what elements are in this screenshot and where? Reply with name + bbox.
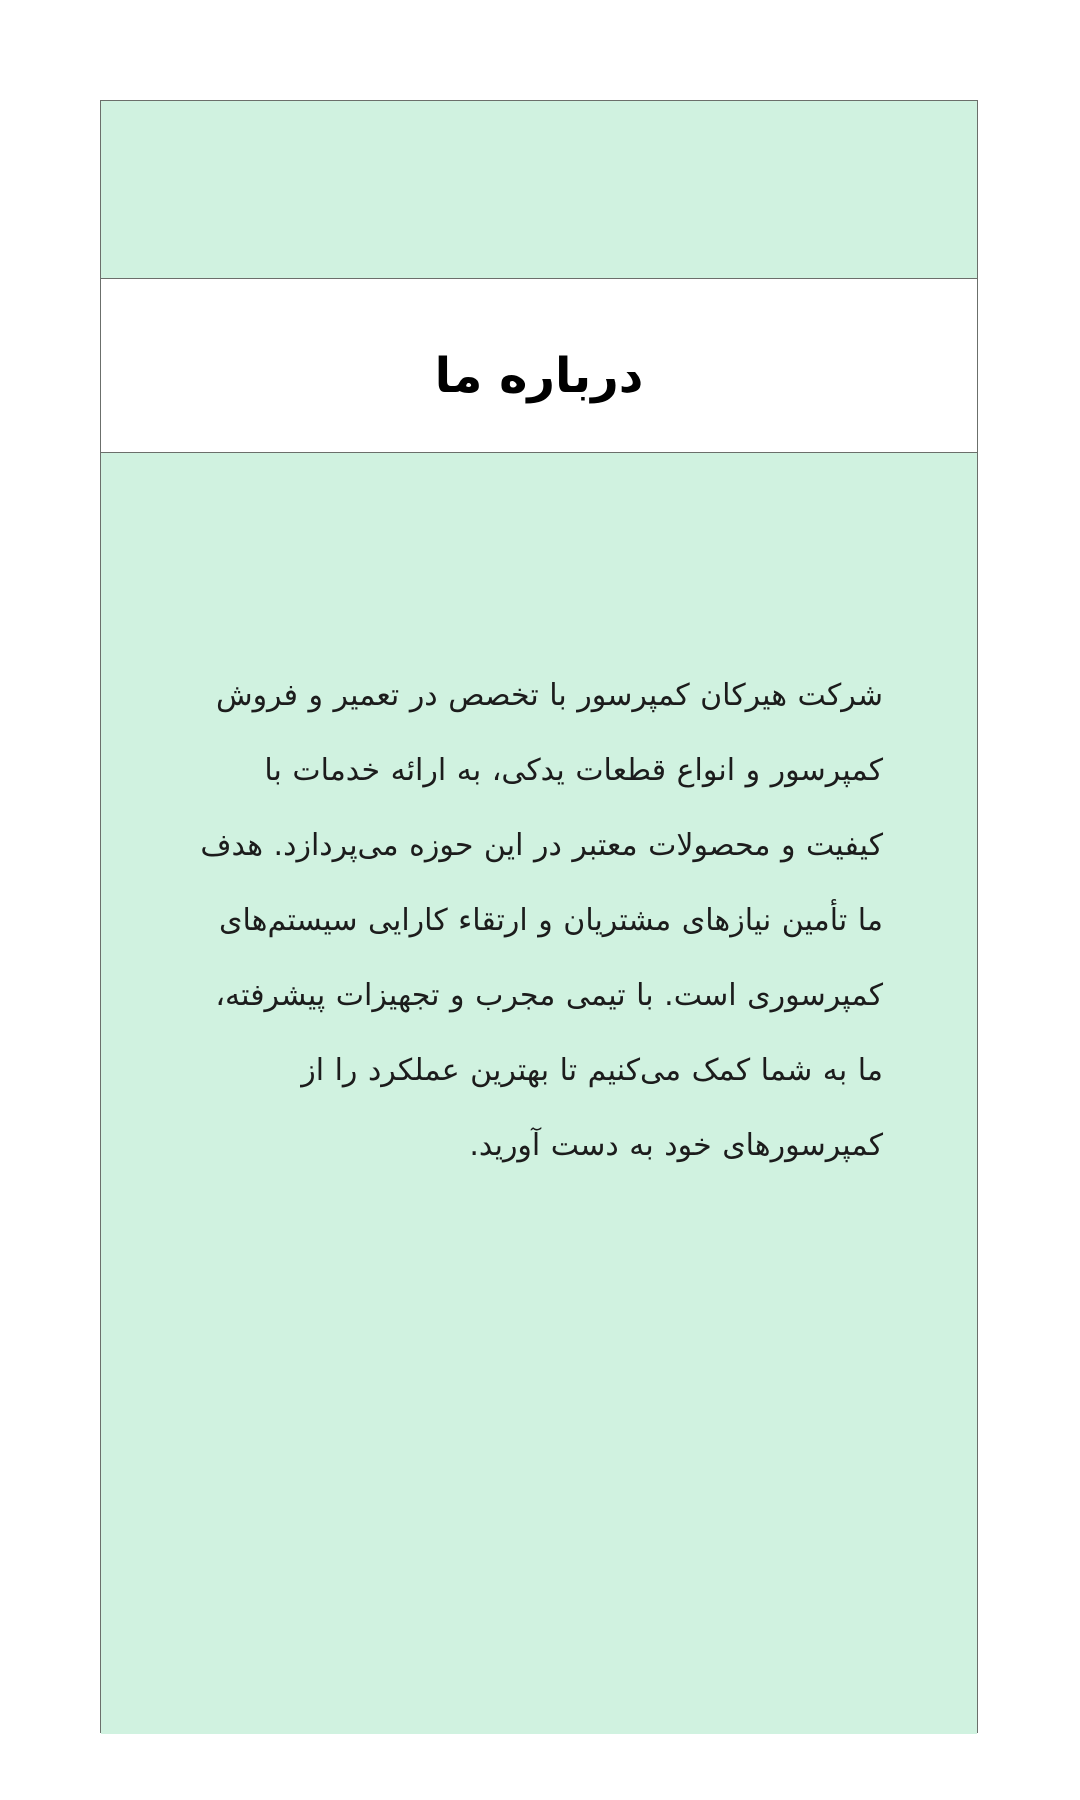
about-card <box>100 100 978 1733</box>
about-heading: درباره ما <box>434 348 644 404</box>
card-heading-band <box>101 278 977 453</box>
card-body-band <box>101 453 977 1734</box>
about-paragraph: شرکت هیرکان کمپرسور با تخصص در تعمیر و فروش کمپرسور و انواع قطعات یدکی، به ارائه خدمات با کیفیت و محصولات معتبر در این حوزه می‌پردازد. هدف ما تأمین نیازهای مشتریان و ارتقاء کارایی سیستم‌های کمپرسوری است. با تیمی مجرب و تجهیزات پیشرفته، ما به شما کمک می‌کنیم تا بهترین عملکرد را از کمپرسورهای خود به دست آورید. <box>200 678 883 1163</box>
card-top-spacer <box>101 101 977 278</box>
